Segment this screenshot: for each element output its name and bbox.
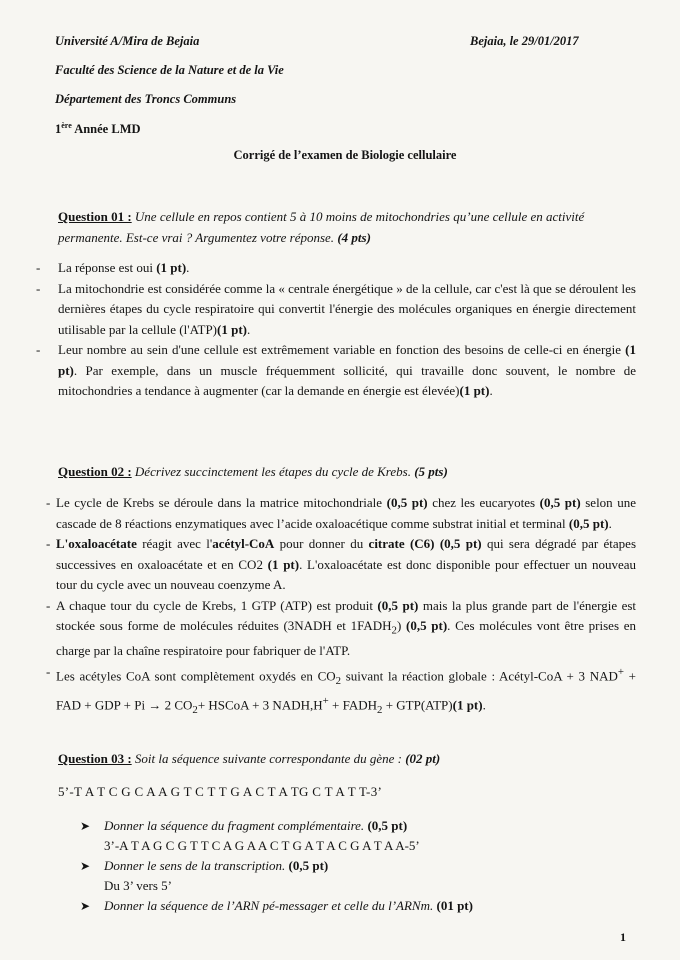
question-03-text: Soit la séquence suivante correspondante du gène : [131, 751, 402, 766]
question-02-answers [46, 493, 636, 720]
answer-item: - La mitochondrie est considérée comme la « centrale énergétique » de la cellule, car c'est là que se déroulent les dernières étapes du cycle respiratoire qui convertit l'énergie des molécules organiques en énergie directement utilisable par la cellule (l'ATP)(1 pt). [36, 279, 636, 341]
subquestion-answer: Du 3’ vers 5’ [104, 878, 172, 893]
gene-sequence: 5’-T A T C G C A A G T C T T G A C T A TG C T A T T-3’ [58, 784, 383, 799]
answer-item: - L'oxaloacétate réagit avec l'acétyl-CoA pour donner du citrate (C6) (0,5 pt) qui sera dégradé par étapes successives en oxaloacétate et en CO2 (1 pt). L'oxaloacétate est donc disponible pour effectuer un nouveau tour du cycle avec un nouveau coenzyme A. [46, 534, 636, 596]
question-03-label: Question 03 : [58, 751, 132, 766]
page-title: Corrigé de l’examen de Biologie cellulaire [233, 148, 457, 162]
university-name: Université A/Mira de Bejaia [55, 34, 200, 48]
question-01-answers [36, 258, 636, 402]
subquestion-item: ➤ Donner le sens de la transcription. (0,5 pt) [80, 856, 640, 876]
question-01-text: Une cellule en repos contient 5 à 10 moins de mitochondries qu’une cellule en activité permanente. Est-ce vrai ? Argumentez votre réponse. [58, 209, 585, 245]
subquestion-item: ➤ Donner la séquence de l’ARN pé-messager et celle du l’ARNm. (01 pt) [80, 896, 640, 916]
question-03-subitems [80, 816, 640, 916]
answer-item: - Leur nombre au sein d'une cellule est extrêmement variable en fonction des besoins de celle-ci en énergie (1 pt). Par exemple, dans un muscle fréquemment sollicité, qui travaille donc souvent, le nombre de mitochondries a tendance à augmenter (car la demande en énergie est élevée)(1 pt). [36, 340, 636, 402]
question-01 [58, 206, 638, 248]
question-03 [58, 748, 638, 769]
arrow-bullet-icon: ➤ [80, 819, 91, 833]
faculty-name: Faculté des Science de la Nature et de la Vie [55, 63, 284, 77]
answer-item: - La réponse est oui (1 pt). [36, 258, 636, 279]
document-date: Bejaia, le 29/01/2017 [470, 34, 579, 48]
answer-item: - Les acétyles CoA sont complètement oxydés en $CO_2$ suivant la réaction globale : Acétyl-CoA + 3 NAD+ + FAD + GDP + Pi → 2 $CO_2+$ HSCoA + 3 NADH,H+ + $FADH_2 + GTP(ATP)(1$ pt). [46, 662, 636, 721]
question-02 [58, 461, 638, 482]
question-01-label: Question 01 : [58, 209, 132, 224]
question-02-text: Décrivez succinctement les étapes du cycle de Krebs. [131, 464, 411, 479]
question-03-points: (02 pt) [401, 751, 441, 766]
subquestion-answer: 3’-A T A G C G T T C A G A A C T G A T A C G A T A A-5’ [104, 838, 420, 853]
question-02-points: (5 pts) [410, 464, 448, 479]
answer-item: - A chaque tour du cycle de Krebs, 1 GTP (ATP) est produit (0,5 pt) mais la plus grande part de l'énergie est stockée sous forme de molécules réduites (3NADH et $1FADH_2$) (0,5 pt). Ces molécules vont être prises en charge par la chaîne respiratoire pour fabriquer de l'ATP. [46, 596, 636, 662]
arrow-bullet-icon: ➤ [80, 859, 91, 873]
question-01-points: (4 pts) [334, 230, 371, 245]
answer-item: - Le cycle de Krebs se déroule dans la matrice mitochondriale (0,5 pt) chez les eucaryotes (0,5 pt) selon une cascade de 8 réactions enzymatiques avec l’acide oxaloacétique comme substrat initial et terminal (0,5 pt). [46, 493, 636, 534]
arrow-bullet-icon: ➤ [80, 899, 91, 913]
subquestion-item: ➤ Donner la séquence du fragment complémentaire. (0,5 pt) [80, 816, 640, 836]
year-level: 1ère Année LMD [55, 121, 141, 137]
department-name: Département des Troncs Communs [55, 92, 237, 106]
page-number: 1 [620, 930, 626, 944]
question-02-label: Question 02 : [58, 464, 132, 479]
